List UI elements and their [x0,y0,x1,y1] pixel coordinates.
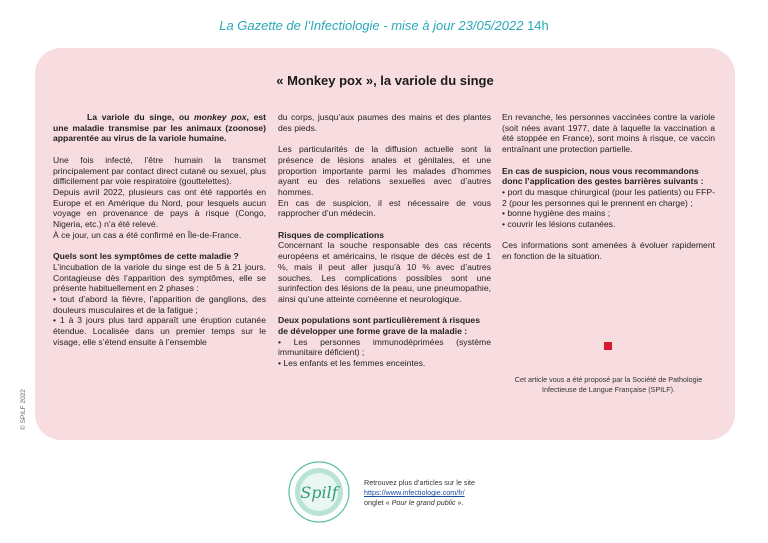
infectiologie-link[interactable]: https://www.infectiologie.com/fr/ [364,488,465,497]
column-1 [53,112,266,347]
lead-text-end: , est une maladie transmise par les animaux (zoonose) apparentée au virus de la variole humaine. [53,112,266,144]
gazette-header [0,18,768,33]
heading-symptoms: Quels sont les symptômes de cette maladie ? [53,251,239,262]
article-credit: Cet article vous a été proposé par la Société de Pathologie Infectieuse de Langue Française (SPILF). [514,375,703,394]
paragraph-particularities: Les particularités de la diffusion actuelle sont la présence de lésions anales et génitales, et une proportion importante parmi les malades d’hommes ayant eu des relations sexuelles avec d’autres hommes. [278,144,491,197]
end-marker-square [604,342,612,350]
paragraph-body: du corps, jusqu’aux paumes des mains et des plantes des pieds. [278,112,491,133]
heading-complications: Risques de complications [278,229,385,240]
heading-populations: Deux populations sont particulièrement à risques de développer une forme grave de la maladie : [278,315,480,337]
bullet-cover-lesions: • couvrir les lésions cutanées. [502,219,616,230]
heading-barrier-gestures: En cas de suspicion, nous vous recommandons donc l’application des gestes barrières suivants : [502,165,704,187]
column-3 [502,112,715,262]
paragraph-suspicion: En cas de suspicion, il est nécessaire de vous rapprocher d’un médecin. [278,197,491,219]
bullet-mask: • port du masque chirurgical (pour les patients) ou FFP-2 (pour les personnes qui le prennent en charge) ; [502,186,715,208]
lead-text-start: La variole du singe, ou [87,112,195,122]
lead-emphasis: monkey pox [194,112,247,122]
logo-wordmark: Spilf [300,483,338,502]
paragraph-cases: Depuis avril 2022, plusieurs cas ont été rapportés en Europe et en Amérique du Nord, pour lesquels aucun voyage en provenance de pays à risque (Congo, Nigeria, etc.) n’a été relevé. [53,186,266,230]
footer-tab-line: onglet « Pour le grand public ». [364,498,464,507]
paragraph-transmission: Une fois infecté, l’être humain la transmet principalement par contact direct cutané ou sexuel, plus difficilement par voie respiratoire (gouttelettes). [53,154,266,187]
bullet-eruption: • 1 à 3 jours plus tard apparaît une éruption cutanée étendue. Localisée dans un premier temps sur le visage, elle s’étend ensuite à l’ensemble [53,315,266,347]
paragraph-france: À ce jour, un cas a été confirmé en Île-de-France. [53,229,242,240]
bullet-hand-hygiene: • bonne hygiène des mains ; [502,208,611,219]
spilf-logo-icon [287,460,351,524]
copyright-notice: © SPILF 2022 [20,389,27,430]
paragraph-incubation: L’incubation de la variole du singe est de 5 à 21 jours. Contagieuse dès l’apparition des symptômes, elle se présente habituellement en 2 phases : [53,261,266,294]
paragraph-evolve: Ces informations sont amenées à évoluer rapidement en fonction de la situation. [502,240,715,262]
gazette-title: La Gazette de l’Infectiologie - mise à jour 23/05/2022 [219,18,524,33]
bullet-fever: • tout d’abord la fièvre, l’apparition de ganglions, des douleurs musculaires et de la fatigue ; [53,293,266,315]
paragraph-vaccinated: En revanche, les personnes vaccinées contre la variole (soit nées avant 1977, date à laquelle la vaccination a été stoppée en France), sont moins à risque, ce vaccin entraînant une protection partielle. [502,112,715,155]
update-time: 14h [523,18,549,33]
spilf-logo[interactable] [287,460,351,524]
column-2 [278,112,491,369]
article-title: « Monkey pox », la variole du singe [276,73,494,88]
bullet-immunodeprimees: • Les personnes immunodéprimées (système immunitaire déficient) ; [278,336,491,358]
paragraph-complications: Concernant la souche responsable des cas récents européens et américains, le risque de décès est de 1 %, mais il peut aller jusqu’à 10 % avec d’autres souches. Les complications possibles sont une surinfection des lésions de la peau, une pneumopathie, ainsi qu’une atteinte cornéenne et neurologique. [278,240,491,304]
footer-note [364,478,475,508]
lead-paragraph [53,112,266,144]
bullet-children-women: • Les enfants et les femmes enceintes. [278,358,426,369]
footer-line: Retrouvez plus d’articles sur le site [364,478,476,487]
